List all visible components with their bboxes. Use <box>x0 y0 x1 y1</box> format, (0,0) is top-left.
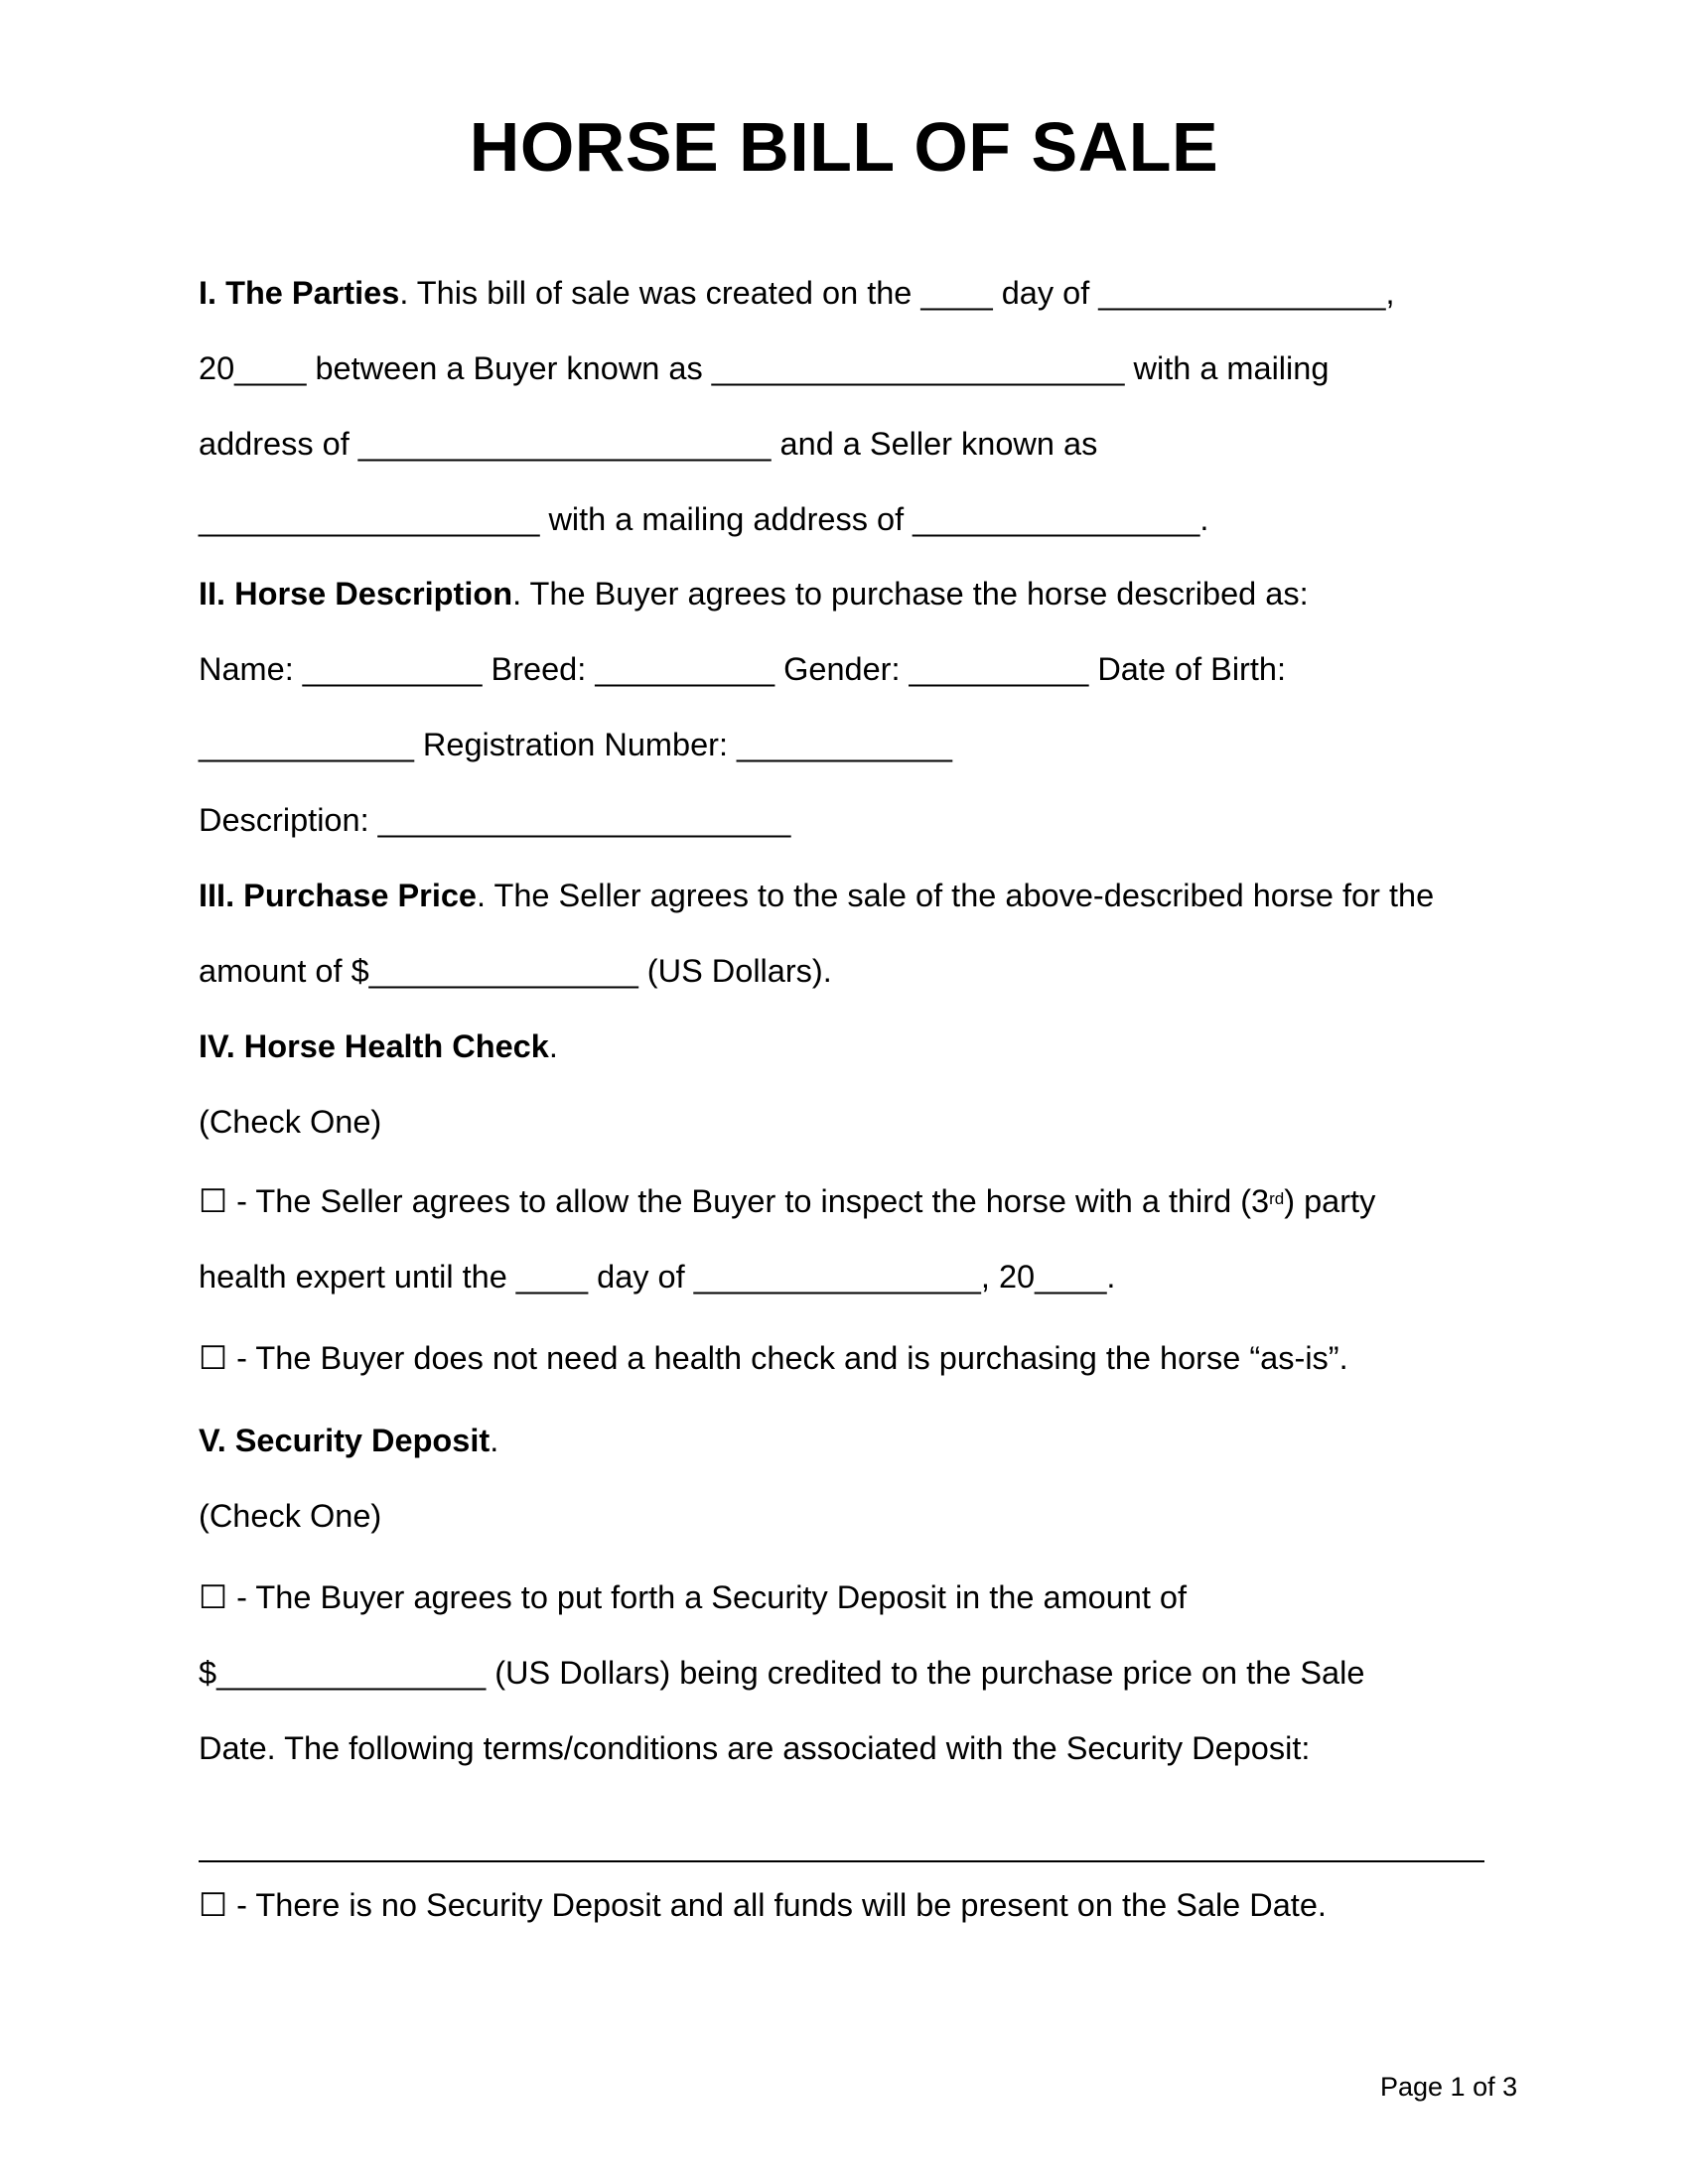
parties-line-4: ___________________ with a mailing address of ________________. <box>199 501 1209 537</box>
horse-description-line-1 <box>199 574 1309 614</box>
health-check-option-1-line-2: health expert until the ____ day of ________________, 20____. <box>199 1259 1116 1295</box>
health-check-option-2: ☐ - The Buyer does not need a health check and is purchasing the horse “as-is”. <box>199 1340 1348 1376</box>
health-check-option-1-line-1 <box>199 1181 1375 1221</box>
purchase-price-line-2: amount of $_______________ (US Dollars). <box>199 953 832 989</box>
health-check-heading: IV. Horse Health Check <box>199 1028 549 1064</box>
security-deposit-option-1-line-1: ☐ - The Buyer agrees to put forth a Security Deposit in the amount of <box>199 1579 1188 1615</box>
health-check-instruction: (Check One) <box>199 1104 382 1140</box>
security-deposit-heading-period: . <box>490 1423 499 1458</box>
security-deposit-heading-line <box>199 1421 498 1460</box>
health-check-heading-line <box>199 1026 558 1066</box>
security-deposit-heading: V. Security Deposit <box>199 1423 491 1458</box>
purchase-price-line-1 <box>199 876 1434 915</box>
security-deposit-option-1-line-3: Date. The following terms/conditions are associated with the Security Deposit: <box>199 1730 1311 1766</box>
parties-heading: I. The Parties <box>199 275 400 311</box>
horse-description-heading: II. Horse Description <box>199 576 513 612</box>
terms-blank-line <box>199 1860 1484 1862</box>
parties-text-1: . This bill of sale was created on the ____ day of ________________, <box>399 275 1395 311</box>
purchase-price-text-1: . The Seller agrees to the sale of the above-described horse for the <box>477 878 1435 913</box>
security-deposit-option-1-line-2: $_______________ (US Dollars) being credited to the purchase price on the Sale <box>199 1655 1365 1691</box>
horse-description-line-3: ____________ Registration Number: ____________ <box>199 727 952 762</box>
parties-line-1 <box>199 273 1395 313</box>
horse-description-line-4: Description: _______________________ <box>199 802 791 838</box>
health-check-option-1-text-b: ) party <box>1284 1183 1376 1219</box>
security-deposit-option-2: ☐ - There is no Security Deposit and all funds will be present on the Sale Date. <box>199 1887 1327 1923</box>
page-number: Page 1 of 3 <box>1380 2072 1518 2102</box>
parties-line-2: 20____ between a Buyer known as _______________________ with a mailing <box>199 350 1330 386</box>
horse-description-line-2: Name: __________ Breed: __________ Gender: __________ Date of Birth: <box>199 651 1287 687</box>
parties-line-3: address of _______________________ and a Seller known as <box>199 426 1098 462</box>
horse-description-text-1: . The Buyer agrees to purchase the horse described as: <box>512 576 1309 612</box>
ordinal-suffix: rd <box>1269 1189 1285 1208</box>
document-title: HORSE BILL OF SALE <box>469 108 1219 186</box>
health-check-heading-period: . <box>548 1028 558 1064</box>
health-check-option-1-text-a: ☐ - The Seller agrees to allow the Buyer to inspect the horse with a third (3 <box>199 1183 1270 1219</box>
security-deposit-instruction: (Check One) <box>199 1498 382 1534</box>
purchase-price-heading: III. Purchase Price <box>199 878 478 913</box>
